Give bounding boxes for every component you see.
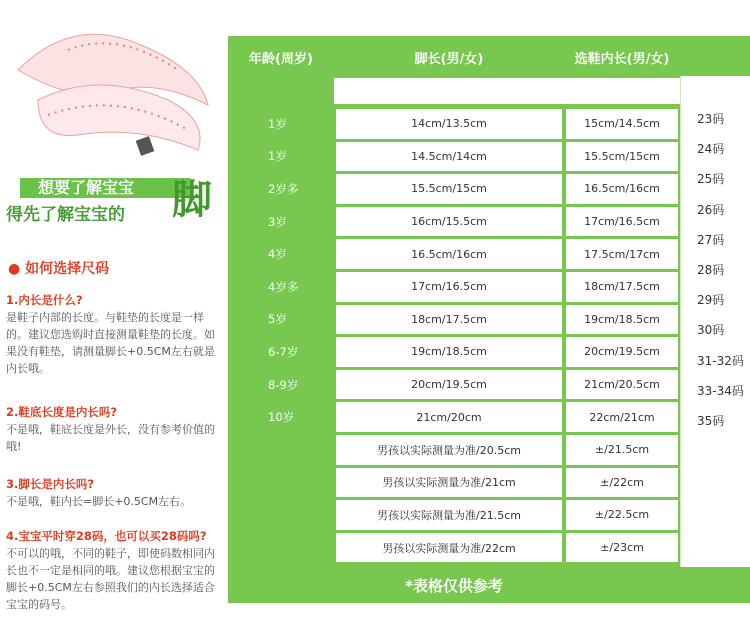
size-table: [228, 36, 750, 603]
faq-item: [6, 476, 220, 510]
foot-length-cell: 18cm/17.5cm: [336, 305, 562, 335]
size-label: 25码: [697, 172, 725, 187]
age-cell: 4岁: [268, 247, 287, 262]
age-cell: [228, 468, 330, 498]
age-cell: 10岁: [268, 410, 295, 425]
inner-length-cell: 17cm/16.5cm: [566, 207, 678, 237]
inner-length-cell: ±/22cm: [566, 468, 678, 498]
faq-item: [6, 292, 220, 377]
size-label: 30码: [697, 323, 725, 338]
faq-answer: 不是哦，鞋内长=脚长+0.5CM左右。: [6, 495, 192, 508]
inner-length-cell: 17.5cm/17cm: [566, 239, 678, 269]
foot-length-cell: 19cm/18.5cm: [336, 337, 562, 367]
header-size: [680, 36, 750, 78]
size-label: 27码: [697, 232, 725, 247]
age-cell: 2岁多: [268, 181, 299, 196]
age-cell: [228, 500, 330, 530]
faq-question: 2.鞋底长度是内长吗?: [6, 405, 118, 419]
age-cell: [228, 435, 330, 465]
inner-length-cell: 20cm/19.5cm: [566, 337, 678, 367]
inner-length-cell: 15.5cm/15cm: [566, 142, 678, 172]
header-inner-length: 选鞋内长(男/女): [564, 36, 680, 78]
foot-length-cell: 17cm/16.5cm: [336, 272, 562, 302]
inner-length-cell: ±/22.5cm: [566, 500, 678, 530]
tape-measure-image: [8, 10, 218, 165]
slogan-banner: [6, 172, 218, 232]
inner-length-cell: 19cm/18.5cm: [566, 305, 678, 335]
foot-length-cell: 15.5cm/15cm: [336, 174, 562, 204]
size-label: 24码: [697, 142, 725, 157]
foot-length-cell: 男孩以实际测量为准/22cm: [336, 533, 562, 563]
slogan-line1-bar: [20, 178, 190, 198]
age-cell: 1岁: [268, 116, 287, 131]
foot-length-cell: 男孩以实际测量为准/21.5cm: [336, 500, 562, 530]
age-cell: 8-9岁: [268, 377, 299, 392]
faq-answer: 不可以的哦，不同的鞋子，即使码数相同内长也不一定是相同的哦。建议您根据宝宝的脚长+0.5CM左右参照我们的内长选择适合宝宝的码号。: [6, 547, 215, 611]
faq-question: 1.内长是什么?: [6, 293, 83, 307]
blank-row-cell: [564, 78, 680, 104]
table-footer-note: *表格仅供参考: [228, 567, 680, 603]
size-label: 35码: [697, 414, 725, 428]
foot-length-cell: 14.5cm/14cm: [336, 142, 562, 172]
faq-question: 3.脚长是内长吗?: [6, 477, 95, 491]
size-label: 26码: [697, 202, 725, 217]
inner-length-cell: 16.5cm/16cm: [566, 174, 678, 204]
size-label: 31-32码: [697, 353, 744, 368]
blank-row-cell: [334, 78, 564, 104]
inner-length-cell: ±/21.5cm: [566, 435, 678, 465]
age-cell: 3岁: [268, 214, 287, 229]
age-cell: 5岁: [268, 312, 287, 327]
inner-length-cell: 15cm/14.5cm: [566, 109, 678, 139]
inner-length-cell: 22cm/21cm: [566, 402, 678, 432]
faq-question: 4.宝宝平时穿28码，也可以买28码吗?: [6, 529, 207, 543]
inner-length-cell: 18cm/17.5cm: [566, 272, 678, 302]
faq-answer: 不是哦，鞋底长度是外长，没有参考价值的哦!: [6, 423, 215, 453]
foot-length-cell: 16cm/15.5cm: [336, 207, 562, 237]
foot-length-cell: 21cm/20cm: [336, 402, 562, 432]
slogan-line2: 得先了解宝宝的: [6, 205, 125, 225]
age-cell: 1岁: [268, 149, 287, 164]
faq-item: [6, 528, 220, 613]
faq-answer: 是鞋子内部的长度。与鞋垫的长度是一样的。建议您选购时直接测量鞋垫的长度。如果没有鞋垫，请测量脚长+0.5CM左右就是内长哦。: [6, 311, 215, 375]
size-label: 29码: [697, 293, 725, 308]
age-cell: 6-7岁: [268, 344, 299, 359]
age-cell: [228, 533, 330, 563]
foot-length-cell: 男孩以实际测量为准/21cm: [336, 468, 562, 498]
size-label: 23码: [697, 112, 725, 126]
inner-length-cell: 21cm/20.5cm: [566, 370, 678, 400]
header-age: 年龄(周岁): [228, 36, 334, 78]
age-cell: 4岁多: [268, 279, 299, 294]
size-label: 28码: [697, 263, 725, 277]
header-foot-length: 脚长(男/女): [334, 36, 564, 78]
foot-length-cell: 20cm/19.5cm: [336, 370, 562, 400]
slogan-big-char: 脚: [172, 177, 212, 223]
faq-item: [6, 404, 220, 455]
size-label: 33-34码: [697, 383, 744, 398]
howto-title: ● 如何选择尺码: [8, 261, 110, 277]
left-info-panel: [0, 0, 225, 631]
foot-length-cell: 16.5cm/16cm: [336, 239, 562, 269]
footer-right-fill: [680, 567, 750, 603]
foot-length-cell: 14cm/13.5cm: [336, 109, 562, 139]
foot-length-cell: 男孩以实际测量为准/20.5cm: [336, 435, 562, 465]
inner-length-cell: ±/23cm: [566, 533, 678, 563]
slogan-line1: 想要了解宝宝: [38, 178, 135, 197]
